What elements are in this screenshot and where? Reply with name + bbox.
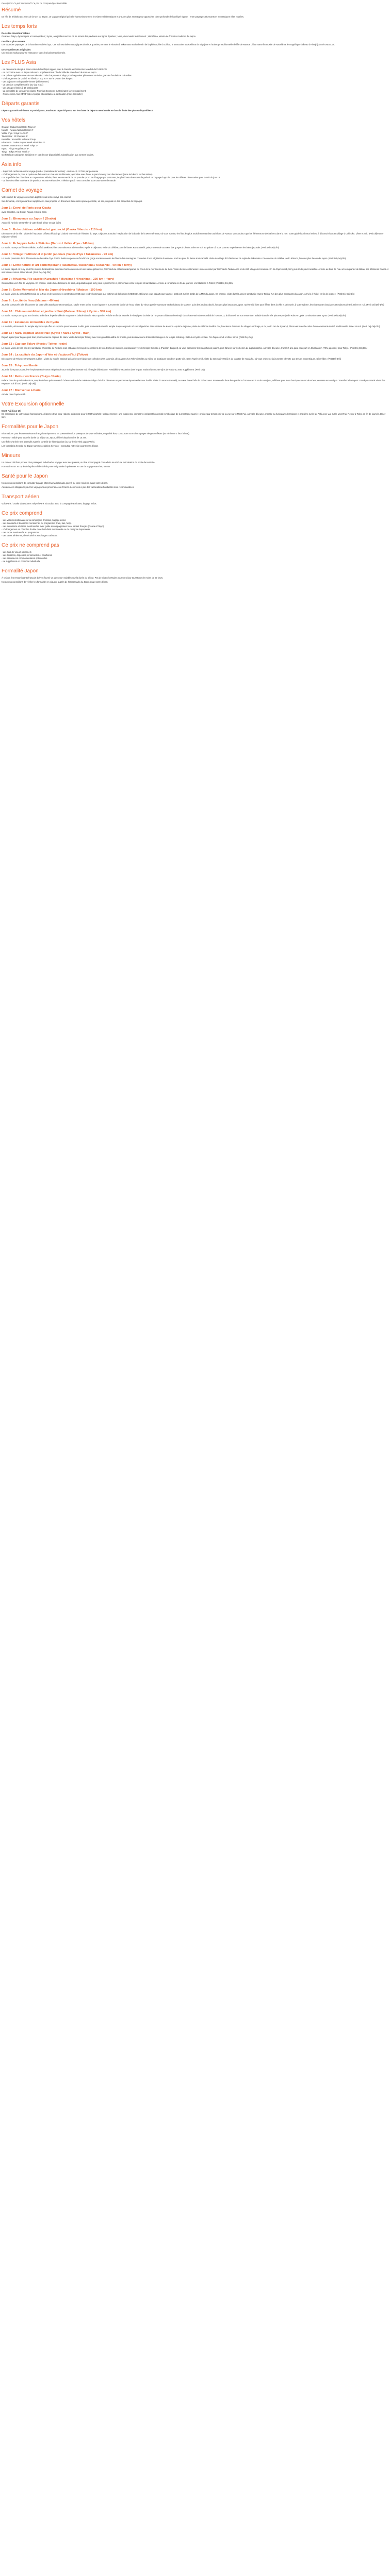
day-text: Le matin, poursuite de la découverte de la vallée d'Iya dont le rivière serpente au fond d'une gorge encaissée entre les flancs des montagnes couvertes d'une végétation luxuriante. Arrêt au pont de lianes Kazurabashi. Visite du village d'Ochiai avant de rejoindre Takamatsu. Découverte du célèbre jardin Ritsurin, l'un des plus beaux du Japon. (Petit Déj-Déj-Dîn) (2, 257, 346, 260)
itinerary (2, 206, 389, 396)
day-text: Découverte de Tokyo en transports publics : visite du musée national qui abrite une fabuleuse collection d'art japonais, découverte d'un Tokyo insolite au milieu de boutiques trendy et gratte-ciel. Dans l'après-midi, visite du sanctuaire Meiji et du quartier de Harajuku, où vous croiserez la jeunesse tokyoïte aux tenues excentriques. Dîner libre. (Petit Déj-Déj) (2, 358, 341, 360)
comprend-list (2, 519, 389, 537)
formalite-japon-text-1: À ce jour, les ressortissants français doivent fournir un passeport valable pour la durée du séjour. Pas de visa nécessaire pour un séjour touristique de moins de 90 jours. (2, 577, 164, 579)
list-item: Kyoto : Rihga Royal Hotel 4* (2, 147, 29, 150)
list-item: - La rencontre avec un Japon méconnu et préservé sur l'île de Shikoku et en bord de mer au Japon (2, 71, 96, 74)
section-title-comprend: Ce prix comprend (2, 511, 42, 516)
temps-forts-heading-2: Des lieux plus secrets (2, 40, 26, 43)
list-item: Tokyo : Tokyu Prince Hotel 4* (2, 150, 30, 153)
ne-comprend-list (2, 551, 389, 563)
day-text: Le matin, visite de très célèbre sanctuaire shintoïste de Fushimi Inari et balade le long de ses milliers de torii. En fin de matinée, continuation vers le temple Ginkaku-ji (Pavillon d'argent) où vous admirerez les magnifiques jardins, puis flânerie sur le chemin de la philosophie. Après le déjeuner, transfert à la gare et départ en Shinkansen (TGV japonais) pour Tokyo. (Petit Déj-Déj-Dîn) (2, 347, 368, 349)
day-title: Jour 13 : Cap sur Tokyo (Kyoto / Tokyo - train) (2, 343, 67, 346)
temps-forts-heading-1: Des sites incontournables (2, 32, 30, 35)
section-title-resume: Résumé (2, 7, 21, 13)
list-item: Matsue : Matsue Excel Hotel Tokyu 3* (2, 144, 38, 147)
section-title-transport: Transport aérien (2, 494, 39, 500)
day-title: Jour 7 : Miyajima, l'île sacrée (Kurashiki / Miyajima / Hiroshima - 220 km + ferry) (2, 278, 115, 281)
carnet-text-2: Sur demande, et moyennant un supplément, Asia propose un document édité ainsi qu'une pochette, un sac, un guide et des étiquettes de bagages. (2, 200, 143, 202)
day-text: Le matin, route pour l'île de Shikoku. Arrêt à Wakimachi et ses maisons traditionnelles. Après le déjeuner, visite du célèbre pont de lianes Kazurabashi, puis promenade au cœur des gorges d'Oboke. Dîner et nuit au ryokan où vous pourrez expérimenter les bains japonais. (Petit Déj-Déj-Dîn) (2, 246, 279, 249)
day-text: Journée consacrée à la découverte de cette ville attachante et romantique, située entre un lac et une lagune et surnommée la cité de l'eau. Visite du vieux quartier samouraï et du château de Matsue, puis des jardins Adachi, l'un des plus beaux du Japon. Après-midi libre pour flâner dans la ville et découvrir, à votre rythme, les charmantes boutiques et maisons de thé. Dîner et nuit. (Petit Déj-Déj-Dîn) (2, 303, 384, 306)
list-item: - La liste des villes et départs de province est non-exhaustive, n'hésitez pas à nous consulter pour toute autre demande. (2, 179, 117, 182)
list-item: Takamatsu : JR Clement 4* (2, 135, 28, 138)
list-item: - La superficie des chambres au Japon étant réduite, il est recommandé de ne prendre qu'un seul bagage par personne, de plus il est nécessaire de prévoir un bagage d'appoint pour les affaires nécessaires pour la nuit du jour 12. (2, 176, 221, 179)
hotels-list (2, 126, 389, 157)
asia-info-list (2, 170, 389, 182)
list-item: Kurashiki : Kurashiki Kokusai 3*sup (2, 138, 36, 141)
sante-text-2: Aucun vaccin obligatoire pour les voyageurs en provenance de France. Les mises à jour des vaccinations habituelles sont recommandées. (2, 486, 135, 488)
section-title-formalite-japon: Formalité Japon (2, 568, 39, 574)
list-item: - Les taxes aériennes, de sécurité et surcharges carburant (2, 534, 58, 537)
day-text: Le matin, route pour Kyoto. En chemin, arrêt dans le petite ville de Tsuyama et balade dans le vieux quartier. Arrivée en fin de journée à Himeji pour la visite de l'imposant château de Himeji, classé au Patrimoine Mondial de l'UNESCO, à découvrir en son ensemble. Balade dans le très pittoresque jardin Koko-en, puis continuation vers Kyoto. (Petit Déj-Déj-Dîn) (2, 314, 346, 317)
page (0, 0, 391, 595)
temps-forts-heading-3: Des expériences originales (2, 48, 31, 51)
section-title-sante: Santé pour le Japon (2, 473, 48, 479)
day-text: Départ à pied pour la gare puis train pour l'ancienne capitale de Nara. Visite du temple Todai-ji avec son grand Bouddha de bronze, puis du sanctuaire shintoïste Kasuga et du temple Kofuku-ji. Retour à Kyoto en train. Fin d'après-midi et dîner libres. (Petit Déj-Déj) (2, 336, 253, 338)
temps-forts-text-3: Une nuit en ryokan pour se ressourcer dans les bains traditionnels. (2, 52, 66, 54)
section-title-excursion: Votre Excursion optionnelle (2, 401, 64, 407)
list-item: - Supprimé cachés de votre voyage (total et prestations terrestres) : environ 4,5 t CO2e par personne (2, 170, 99, 173)
carnet-text-1: Votre carnet de voyage en version digitale vous sera envoyé par courriel (2, 196, 71, 198)
list-item: Osaka : Osaka Excel Hotel Tokyu 4* (2, 126, 37, 128)
plus-asia-list (2, 68, 389, 96)
list-item: Vallée d'Iya : Hiiya No Yu 3* (2, 132, 28, 134)
list-item: - La découverte des plus beaux sites de l'archipel nippon, dont 6 classés au Patrimoine Mondial de l'UNESCO (2, 68, 107, 71)
excursion-heading: Mont Fuji (jour 15) (2, 410, 22, 412)
list-item: - La possibilité de voyager en classe Premium Economy sur Emirates (avec supplément) (2, 90, 87, 92)
day-title: Jour 14 : La capitale du Japon d'hier et d'aujourd'hui (Tokyo) (2, 353, 88, 357)
page-description: Description: Ce prix comprend / Ce prix ne comprend pas Formalités (2, 2, 68, 5)
day-text: Le matin, visite du parc du Mémorial de la Paix et de son musée construit en 1960 pour rendre hommage aux victimes de la bombe (UNESCO). Déjeuner, puis départ pour Matsue, petit port sur les bords de la Mer du Japon. En chemin, visite du très ancien sanctuaire Izumo Taisha, l'un des plus importants du Japon. Arrivée à l'hôtel en fin de journée. (Petit Déj-Déj-Dîn) (2, 293, 355, 295)
formalites-text-4: Les formalités d'entrée au Japon sont susceptibles d'évoluer ; consultez notre site avant votre départ. (2, 445, 99, 447)
section-title-mineurs: Mineurs (2, 453, 20, 459)
departs-text: Départs garantis minimum 10 participants, maximum 18 participants, sur les dates de départs mentionnés et dans la limite des places disponibles ! (2, 109, 153, 112)
mineurs-text-2: Formulaire AST et copie de la pièce d'identité du parent signataire à présenter en cas de voyage sans les parents. (2, 465, 111, 468)
day-title: Jour 16 : Retour en France (Tokyo / Paris) (2, 375, 61, 378)
day-title: Jour 3 : Entre château médiéval et gratte-ciel (Osaka / Naruto - 110 km) (2, 228, 102, 231)
day-text: Arrivée dans l'après-midi. (2, 393, 26, 396)
list-item: - Les trajets en train grande vitesse (Shinkansen) (2, 80, 49, 83)
list-item: - Les assurances complémentaires optionnelles (2, 557, 47, 560)
day-title: Jour 6 : Entre nature et art contemporain (Takamatsu / Naoshima / Kurashiki - 40 km + ferry) (2, 264, 132, 267)
day-text: Le matin, départ en ferry pour l'île-musée de Naoshima qui marie harmonieusement une nature préservée, l'architecture et l'art contemporain au cœur de la mer Intérieure de Seto. Visite du musée Benesse House dessiné par l'architecte Tadao Ando et du Jizô village de Honmura. En fin d'après-midi, ferry puis route pour Kurashiki. Arrivée au bord de l'eau et ses quartier de Bikan, ses bâtiments blancs et ses toitures noires. Dîner et nuit. (Petit Déj-Déj-Dîn) (2, 268, 388, 274)
list-item: Hiroshima : Daiwa Roynet Hotel Hiroshima 3* (2, 141, 45, 144)
list-item: - Le pension complète tout le jour (J2 et 13) (2, 83, 43, 86)
resume-text: De l'île de Shikoku aux rives de la Mer du Japon, ce voyage original qui relie harmonieusement les sites emblématiques et d'autres plus secrets pour approcher l'âme profonde de l'archipel nippon : entre paysages étonnants et monastiques villes musées. (2, 15, 245, 18)
list-item: - Les groupes limités à 18 participants (2, 87, 38, 89)
list-item: - Le supplément en chambre individuelle (2, 560, 41, 563)
list-item: - Les transferts et transports mentionnés au programme (train, bus, ferry) (2, 522, 72, 524)
section-title-carnet: Carnet de voyage (2, 188, 42, 193)
formalites-text-3: Une fiche d'arrivée est à remplir avant le contrôle de l'immigration (ou sur le site Visit Japan Web). (2, 440, 95, 443)
day-title: Jour 9 : La cité de l'eau (Matsue - 40 km) (2, 299, 59, 302)
list-item: Ou hôtels de catégories similaires en cas de non-disponibilité. Classification aux normes locales. (2, 154, 94, 156)
list-item: - L'hébergement du pour le ryokan se fait avant un chauvre traditionnels japonaise avec futon, le parcé vous y met directement (sans incidence sur les visites). (2, 173, 153, 176)
day-title: Jour 12 : Nara, capitale ancestrale (Kyoto / Nara / Kyoto - train) (2, 332, 91, 335)
excursion-text: En compagnie de votre guide francophone, départ en train pour Hakone puis route pour le Mt Fuji World Heritage Center : une expérience immersive intégrant l'ensemble symbolique de la montagne sacrée ; profitez par temps clair de la vue sur le Mont Fuji. Après le déjeuner, montée au funiculaire de Hakone et croisière sur le lac Ashi avec vue sur le Mont Fuji. Retour à Tokyo en fin de journée. Dîner libre. (2, 413, 386, 418)
day-text: avec Emirates, via Dubaï. Repas et nuit à bord. (2, 211, 47, 213)
list-item: - Les excursions et visites mentionnées avec guide accompagnateur local parlant français (Osaka à Tokyo) (2, 525, 104, 528)
transport-text: Vols Paris / Osaka via Dubaï et Tokyo / Paris via Dubaï avec la compagnie Emirates, bagage inclus. (2, 502, 97, 505)
day-title: Jour 1 : Envol de Paris pour Osaka (2, 207, 52, 210)
list-item: - Nos services Asia 24/24 vidéo voyagez et assistance à destination (nous consulter) (2, 93, 83, 95)
day-text: La matinée, découverte du temple Kiyomizu qui offre un superbe panorama sur la ville, puis promenade dans le temple Sanjusangendo où sont alignés les 1001 statues de Kannon. Après le déjeuner, visite du célèbre Pavillon d'or, l'ancienne demeure du shogun Ashikaga, et du jardin zen de Ryoan-ji, découvert dans le cadre d'une cérémonie du thé traditionnelle. Dîner et nuit. (Petit Déj-Déj-Dîn) (2, 325, 380, 328)
day-text: Découverte de la ville : visite de l'imposant château féodal qui d'abord entre voit de l'histoire du pays. Déjeuner. Ensuite, l'exploration de la bande de la Mer Intérieure, où vous admirez les flots les plus tourbillonnants des tourbillons de Naruto. Vous croirez que les éléments se déchaînent dans la mer. Votre guide local vous invitera à découvrir l'ancien village d'Uchinoko. Dîner et nuit. (Petit déjeuner-Déjeuner-Dîner) (2, 232, 384, 238)
section-title-departs: Départs garantis (2, 101, 40, 107)
list-item: - Les repas mentionnés au programme (2, 531, 39, 534)
section-title-formalites: Formalités pour le Japon (2, 424, 59, 430)
day-text: Continuation vers l'île de Miyajima. En chemin, visite d'une brasserie de saké, dégustation puis ferry pour rejoindre l'île et promenade entre temples et sanctuaires. Arrivée à Hiroshima en fin de journée et installation à l'hôtel. (Petit Déj-Déj-Dîn) (2, 282, 234, 284)
temps-forts-text-2: Les superbes paysages de la luxuriante vallée d'Iya ; Les Sainteuniales nostalgiques du vieux quartier prennent le Ritsurin à Takamatsu et du chemin de la philosophie d'Uchiko ; le sanctuaire Itsukushima de Miyajima et l'auberge traditionnelle de l'île de Matsue ; l'étonnante fin musée de Naoshima, le magnifique château d'Himeji (classé UNESCO). (2, 43, 335, 46)
formalites-text-2: Passeport valide pour toute la durée du séjour au Japon, délivré depuis moins de 10 ans. (2, 436, 87, 439)
section-title-temps-forts: Les temps forts (2, 24, 37, 29)
list-item: - Les boissons, dépenses personnelles et pourboires (2, 554, 53, 556)
day-text: Accueil à l'arrivée et transfert à votre hôtel. Dîner et nuit. (Dîn) (2, 222, 61, 224)
mineurs-text-1: Un mineur doit être porteur d'un passeport individuel et voyager avec ses parents, ou être accompagné d'un adulte muni d'une autorisation de sortie de territoire. (2, 461, 155, 464)
day-title: Jour 10 : Château médiéval et jardin raffiné (Matsue / Himeji / Kyoto - 350 km) (2, 310, 111, 313)
day-title: Jour 15 : Tokyo en liberté (2, 364, 38, 367)
section-title-ne-comprend: Ce prix ne comprend pas (2, 543, 59, 548)
day-title: Jour 4 : Échappée belle à Shikoku (Naruto / Vallée d'Iya - 140 km) (2, 242, 94, 245)
temps-forts-text-1: Osaka et Tokyo, dynamiques et cosmopolites ; Kyoto, aux jardins secrets où se mirent des pavillons aux lignes épurées ; Nara, cité-musée à ciel ouvert ; Hiroshima, témoin de l'histoire moderne du Japon. (2, 35, 197, 38)
list-item: - L'hébergement en chambre double dans les hôtels mentionnés ou de catégorie équivalente (2, 528, 90, 531)
day-title: Jour 5 : Village traditionnel et jardin japonais (Vallée d'Iya / Takamatsu - 90 km) (2, 253, 113, 256)
section-title-hotels: Vos hôtels (2, 117, 26, 123)
list-item: Naruto : Awawa Naruto Resort 4* (2, 129, 34, 131)
formalites-text-1: Informations pour les ressortissants français uniquement, en possession d'un passeport de type ordinaire, en parfait état, comportant au moins 4 pages vierges suffisant (au minimum 2 face à face). (2, 432, 190, 435)
formalite-japon-text-2: Nous vous conseillons de vérifier les formalités en vigueur auprès de l'ambassade du Japon avant votre départ. (2, 581, 108, 583)
list-item: - Les vols internationaux sur la compagnie Emirates, bagage inclus (2, 519, 66, 521)
day-title: Jour 2 : Bienvenue au Japon ! (Osaka) (2, 217, 56, 221)
day-title: Jour 8 : Entre Mémorial et Mer du Japon (Hiroshima / Matsue - 190 km) (2, 289, 102, 292)
sante-text-1: Nous vous conseillons de consulter la page https://www.diplomatie.gouv.fr ou votre médecin avant votre départ. (2, 482, 108, 484)
list-item: - L'hébergement de qualité en hôtels 3* sup et 4* sur le ryokan des étapes (2, 77, 73, 80)
day-text: Journée libre pour poursuivre l'exploration de cette mégalopole aux multiples facettes et à l'énergie débordante. Possibilité d'excursion dans le parc national du mont Fuji et de Hakone, avec supplément. (Petit Déj) (2, 368, 205, 371)
day-title: Jour 17 : Bienvenue à Paris (2, 389, 41, 392)
list-item: - Le rythme agréable avec des escales de 3 nuits à Kyoto et à Tokyo pour l'organiser pleinement et visiter grandes fondations culturelles (2, 74, 132, 77)
section-title-plus-asia: Les PLUS Asia (2, 60, 36, 65)
list-item: - Les frais de visa et optionnels (2, 551, 31, 553)
day-text: Balade dans le quartier de Ginza, temple du luxe puis montée à l'observatoire de la mairie de Tokyo d'où l'on découvre un panorama époustouflant sur la ville. Visite du sanctuaire Meiji, au cœur d'une forêt de 70 hectares. Promenade dans les quartiers d'Omotesando et de Harajuku, célèbres pour leurs boutiques de mode et leur jeunesse excentrique. Transfert à l'aéroport. Envol pour Paris via Dubaï. Repas et nuit à bord. (Petit Déj-Déj) (2, 379, 386, 385)
day-title: Jour 11 : Estampes immuables de Kyoto (2, 321, 59, 324)
section-title-asia-info: Asia info (2, 162, 22, 167)
